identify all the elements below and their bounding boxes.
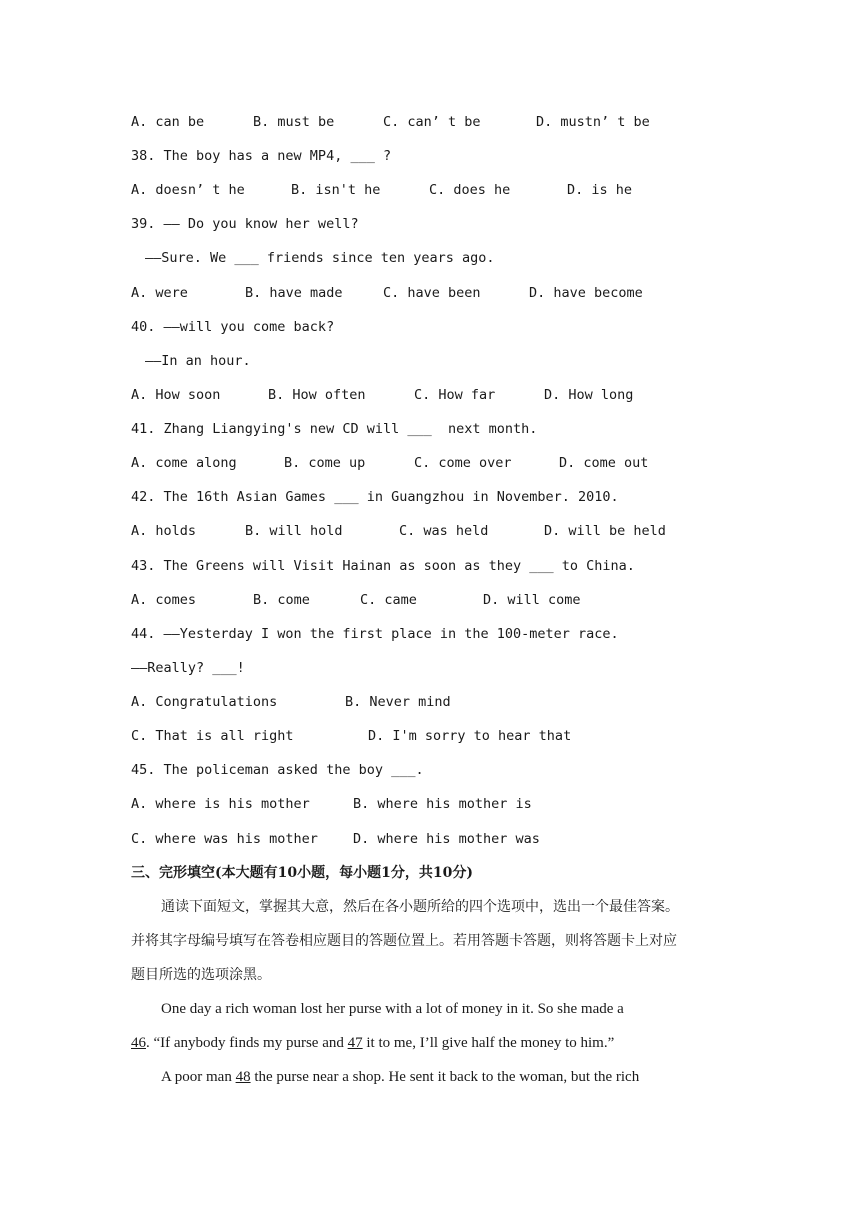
q41-stem: 41. Zhang Liangying's new CD will ___ next month. xyxy=(131,421,538,437)
option-b: B. isn't he xyxy=(291,182,381,198)
option-b: B. How often xyxy=(268,387,366,403)
q42-stem: 42. The 16th Asian Games ___ in Guangzhou in November. 2010. xyxy=(131,489,619,505)
q40-stem: 40. ——will you come back? xyxy=(131,319,335,335)
option-a: A. where is his mother xyxy=(131,796,310,812)
q39-reply: ——Sure. We ___ friends since ten years ago. xyxy=(145,250,495,266)
passage-text: . “If anybody finds my purse and xyxy=(146,1035,348,1051)
option-a: A. comes xyxy=(131,592,197,608)
option-a: A. holds xyxy=(131,523,197,539)
option-c: C. have been xyxy=(383,285,481,301)
option-a: A. Congratulations xyxy=(131,694,278,710)
q43-stem: 43. The Greens will Visit Hainan as soon as they ___ to China. xyxy=(131,558,635,574)
option-d: D. come out xyxy=(559,455,649,471)
passage-text: it to me, I’ll give half the money to him.” xyxy=(362,1035,615,1051)
option-c: C. where was his mother xyxy=(131,831,318,847)
option-c: C. That is all right xyxy=(131,728,294,744)
option-d: D. have become xyxy=(529,285,643,301)
blank-47: 47 xyxy=(347,1035,363,1051)
q40-reply: ——In an hour. xyxy=(145,353,251,369)
option-a: A. doesn’ t he xyxy=(131,182,245,198)
option-c: C. How far xyxy=(414,387,496,403)
blank-46: 46 xyxy=(131,1035,146,1051)
option-a: A. can be xyxy=(131,114,205,130)
option-a: A. come along xyxy=(131,455,237,471)
q44-reply: ——Really? ___! xyxy=(131,660,245,676)
passage-line-3 xyxy=(161,1068,639,1086)
passage-text: A poor man xyxy=(161,1069,236,1085)
option-b: B. must be xyxy=(253,114,335,130)
option-b: B. have made xyxy=(245,285,343,301)
instruction-line-3: 题目所选的选项涂黑。 xyxy=(131,967,271,983)
section-heading: 三、完形填空(本大题有10小题，每小题1分，共10分) xyxy=(131,865,473,881)
instruction-line-2: 并将其字母编号填写在答卷相应题目的答题位置上。若用答题卡答题，则将答题卡上对应 xyxy=(131,933,677,949)
option-d: D. will be held xyxy=(544,523,666,539)
blank-48: 48 xyxy=(235,1069,251,1085)
option-b: B. where his mother is xyxy=(353,796,532,812)
option-c: C. does he xyxy=(429,182,511,198)
passage-text: the purse near a shop. He sent it back to the woman, but the rich xyxy=(250,1069,640,1085)
option-d: D. where his mother was xyxy=(353,831,540,847)
option-c: C. came xyxy=(360,592,417,608)
option-a: A. How soon xyxy=(131,387,221,403)
q44-stem: 44. ——Yesterday I won the first place in the 100-meter race. xyxy=(131,626,619,642)
option-b: B. come up xyxy=(284,455,366,471)
option-c: C. can’ t be xyxy=(383,114,481,130)
q45-stem: 45. The policeman asked the boy ___. xyxy=(131,762,424,778)
instruction-line-1: 通读下面短文，掌握其大意，然后在各小题所给的四个选项中，选出一个最佳答案。 xyxy=(161,899,679,915)
option-d: D. I'm sorry to hear that xyxy=(368,728,572,744)
passage-line-1: One day a rich woman lost her purse with a lot of money in it. So she made a xyxy=(161,1001,624,1017)
option-b: B. come xyxy=(253,592,310,608)
option-d: D. is he xyxy=(567,182,633,198)
passage-line-2 xyxy=(131,1034,614,1052)
q39-stem: 39. —— Do you know her well? xyxy=(131,216,359,232)
option-c: C. come over xyxy=(414,455,512,471)
option-b: B. will hold xyxy=(245,523,343,539)
option-b: B. Never mind xyxy=(345,694,451,710)
q38-stem: 38. The boy has a new MP4, ___ ? xyxy=(131,148,392,164)
option-a: A. were xyxy=(131,285,188,301)
option-c: C. was held xyxy=(399,523,489,539)
option-d: D. How long xyxy=(544,387,634,403)
option-d: D. will come xyxy=(483,592,581,608)
option-d: D. mustn’ t be xyxy=(536,114,650,130)
